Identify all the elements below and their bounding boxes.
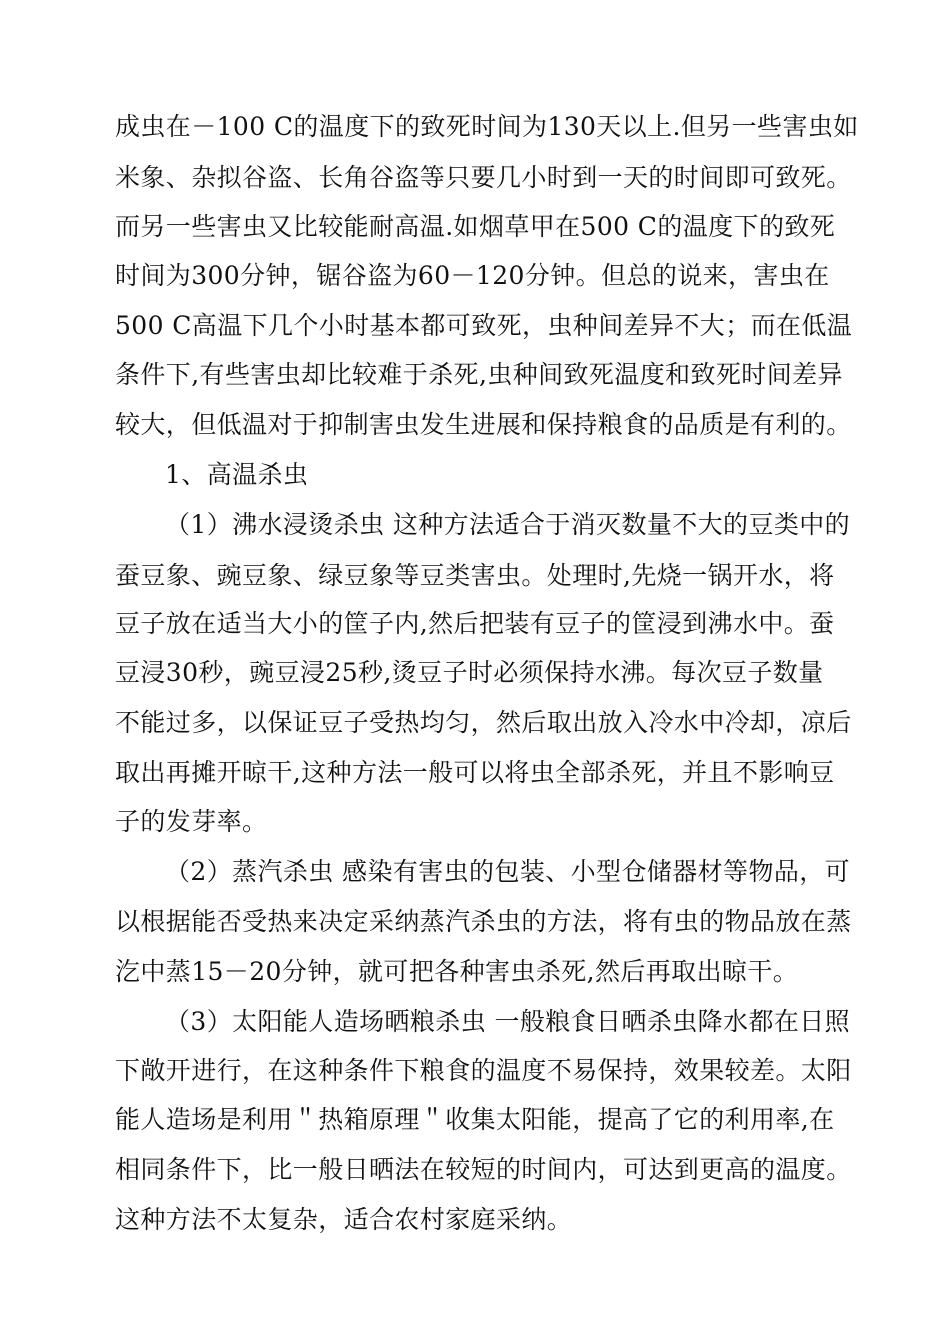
text-line: 相同条件下，比一般日晒法在较短的时间内，可达到更高的温度。 [115,1155,852,1184]
text-line: 下敞开进行，在这种条件下粮食的温度不易保持，效果较差。太阳 [115,1056,852,1085]
text-line: 而另一些害虫又比较能耐高温.如烟草甲在500 C的温度下的致死 [115,212,836,241]
text-line: 汔中蒸15－20分钟，就可把各种害虫杀死,然后再取出晾干。 [115,957,799,986]
text-line: 豆浸30秒，豌豆浸25秒,烫豆子时必须保持水沸。每次豆子数量 [115,658,824,687]
text-line: 豆子放在适当大小的筐子内,然后把装有豆子的筐浸到沸水中。蚕 [115,609,835,638]
text-line: 成虫在－100 C的温度下的致死时间为130天以上.但另一些害虫如 [115,112,859,141]
text-line: 能人造场是利用＂热箱原理＂收集太阳能，提高了它的利用率,在 [115,1105,835,1134]
section-heading: 1、高温杀虫 [165,460,309,489]
text-line: 子的发芽率。 [115,807,268,836]
text-line: 条件下,有些害虫却比较难于杀死,虫种间致死温度和致死时间差异 [115,360,843,389]
paragraph-heading-line: （3）太阳能人造场晒粮杀虫 一般粮食日晒杀虫降水都在日照 [165,1007,851,1036]
text-line: 蚕豆象、豌豆象、绿豆象等豆类害虫。处理时,先烧一锅开水，将 [115,561,835,590]
text-line: 取出再摊开晾干,这种方法一般可以将虫全部杀死，并且不影响豆 [115,758,835,787]
paragraph-heading-line: （2）蒸汽杀虫 感染有害虫的包装、小型仓储器材等物品，可 [165,857,851,886]
text-line: 米象、杂拟谷盗、长角谷盗等只要几小时到一天的时间即可致死。 [115,163,852,192]
text-line: 较大，但低温对于抑制害虫发生进展和保持粮食的品质是有利的。 [115,410,852,439]
text-line: 不能过多，以保证豆子受热均匀，然后取出放入冷水中冷却，凉后 [115,708,852,737]
text-line: 500 C高温下几个小时基本都可致死，虫种间差异不大；而在低温 [115,311,853,340]
paragraph-heading-line: （1）沸水浸烫杀虫 这种方法适合于消灭数量不大的豆类中的 [165,510,851,539]
text-line: 时间为300分钟，锯谷盗为60－120分钟。但总的说来，害虫在 [115,261,830,290]
text-line: 以根据能否受热来决定采纳蒸汽杀虫的方法，将有虫的物品放在蒸 [115,907,852,936]
text-line: 这种方法不太复杂，适合农村家庭采纳。 [115,1205,573,1234]
